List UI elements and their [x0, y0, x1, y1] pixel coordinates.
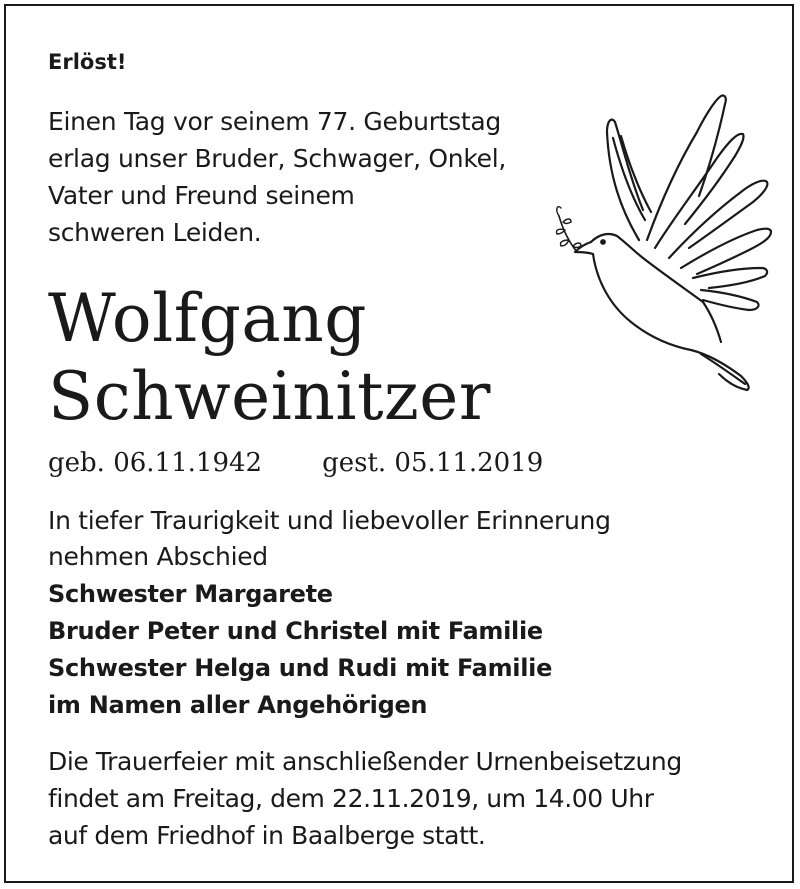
service-line: auf dem Friedhof in Baalberge statt.	[48, 821, 486, 850]
service-line: findet am Freitag, dem 22.11.2019, um 14.00 Uhr	[48, 784, 654, 813]
birth-date: geb. 06.11.1942	[48, 448, 263, 478]
farewell-line: In tiefer Traurigkeit und liebevoller Erinnerung	[48, 506, 611, 535]
life-dates	[48, 448, 543, 478]
farewell-text	[48, 503, 611, 575]
deceased-name	[48, 280, 491, 436]
intro-line: schweren Leiden.	[48, 218, 262, 247]
mourner: im Namen aller Angehörigen	[48, 691, 428, 719]
dove-with-olive-branch-icon	[551, 92, 781, 392]
mourner: Schwester Margarete	[48, 580, 333, 608]
headline: Erlöst!	[48, 50, 127, 74]
farewell-line: nehmen Abschied	[48, 542, 268, 571]
intro-line: erlag unser Bruder, Schwager, Onkel,	[48, 144, 506, 173]
mourner: Bruder Peter und Christel mit Familie	[48, 617, 543, 645]
obituary-notice	[4, 4, 794, 883]
funeral-service-info	[48, 743, 682, 854]
intro-line: Vater und Freund seinem	[48, 181, 355, 210]
mourners-list	[48, 576, 552, 724]
service-line: Die Trauerfeier mit anschließender Urnenbeisetzung	[48, 747, 682, 776]
intro-line: Einen Tag vor seinem 77. Geburtstag	[48, 107, 501, 136]
first-name: Wolfgang	[48, 280, 367, 357]
death-date: gest. 05.11.2019	[322, 448, 544, 478]
mourner: Schwester Helga und Rudi mit Familie	[48, 654, 553, 682]
last-name: Schweinitzer	[48, 358, 491, 435]
intro-text	[48, 103, 506, 251]
